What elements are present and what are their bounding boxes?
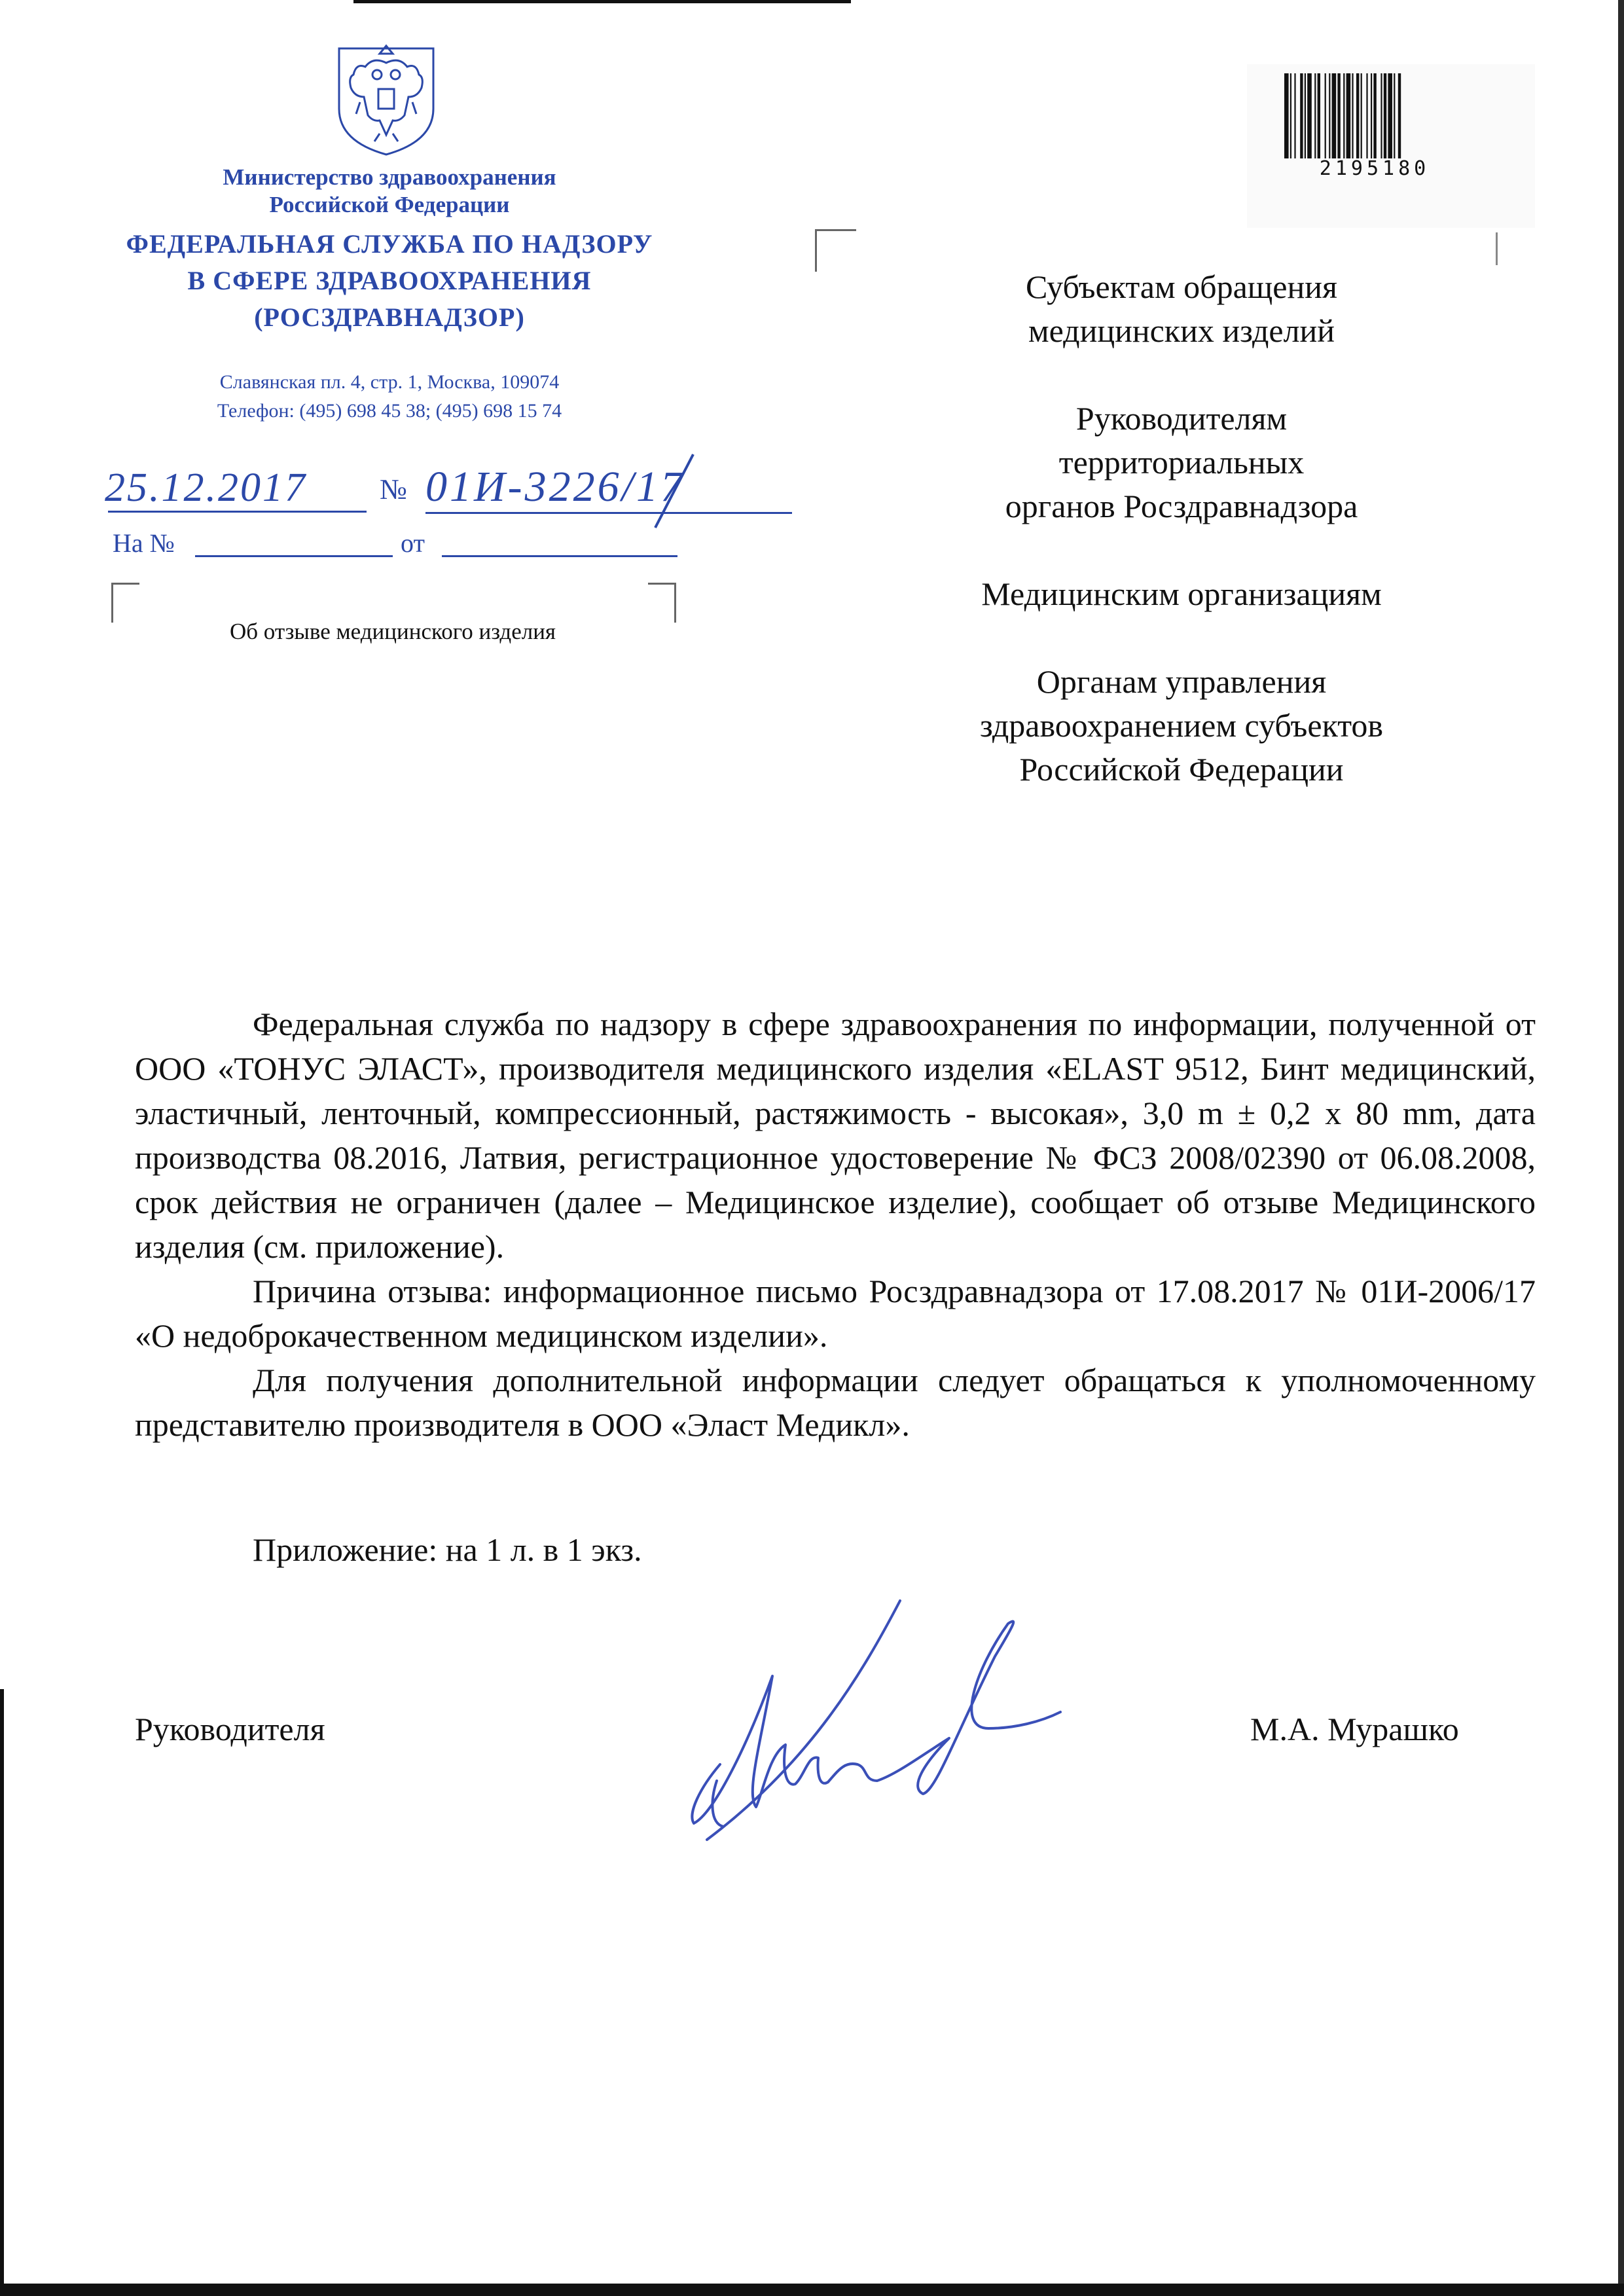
subject-corner-right: [648, 583, 676, 623]
subject-corner-left: [111, 583, 139, 623]
barcode-bar: [1329, 73, 1330, 158]
addressee-line: Российской Федерации: [1019, 751, 1344, 788]
contact-block: [111, 368, 668, 426]
addressee-line: органов Росздравнадзора: [1005, 488, 1358, 524]
ministry-line-2: Российской Федерации: [269, 192, 510, 217]
letter-subject: Об отзыве медицинского изделия: [229, 619, 556, 644]
addressee-corner-left: [815, 229, 856, 272]
attachment-note: Приложение: на 1 л. в 1 экз.: [253, 1531, 642, 1568]
registration-number-underline: [425, 512, 792, 514]
barcode-bar: [1307, 73, 1312, 158]
body-paragraph-1: Федеральная служба по надзору в сфере здравоохранения по информации, полученной от ООО «ТОНУС ЭЛАСТ», производителя медицинского изделия «ELAST 9512, Бинт медицинский, эластичный, ленточный, компрессионный, растяжимость - высокая», 3,0 m ± 0,2 x 80 mm, дата производства 08.2016, Латвия, регистрационное удостоверение № ФСЗ 2008/02390 от 06.08.2008, срок действия не ограничен (далее – Медицинское изделие), сообщает об отзыве Медицинского изделия (см. приложение).: [135, 1006, 1536, 1265]
addressee-line: Медицинским организациям: [981, 575, 1382, 612]
ministry-line-1: Министерство здравоохранения: [223, 164, 556, 190]
coat-of-arms-icon: [334, 37, 439, 158]
scan-edge-left: [0, 1689, 4, 2291]
barcode-bar: [1356, 73, 1359, 158]
registration-date: 25.12.2017: [105, 465, 307, 510]
reference-date-line: [442, 555, 677, 557]
service-line-3: (РОСЗДРАВНАДЗОР): [254, 302, 525, 332]
reference-number-label: На №: [113, 528, 175, 558]
barcode-bar: [1284, 73, 1289, 158]
barcode-bar: [1388, 73, 1392, 158]
barcode-bar: [1332, 73, 1337, 158]
barcode-bar: [1343, 73, 1344, 158]
handwritten-signature: [648, 1597, 1067, 1859]
addressee-group-2: [890, 397, 1473, 528]
scan-edge-right: [1618, 0, 1624, 2296]
barcode-bar: [1394, 73, 1395, 158]
scan-edge-bottom: [0, 2284, 1624, 2296]
service-line-1: ФЕДЕРАЛЬНАЯ СЛУЖБА ПО НАДЗОРУ: [126, 229, 653, 259]
letter-body: [135, 1002, 1536, 1447]
registration-date-underline: [108, 511, 367, 513]
barcode-bar: [1314, 73, 1316, 158]
barcode-bar: [1300, 73, 1303, 158]
addressee-list: [890, 265, 1473, 835]
barcode-bar: [1380, 73, 1382, 158]
ministry-name: [111, 164, 668, 219]
addressee-line: Руководителям: [1075, 400, 1288, 437]
service-line-2: В СФЕРЕ ЗДРАВООХРАНЕНИЯ: [187, 266, 592, 295]
addressee-line: здравоохранением субъектов: [979, 707, 1384, 744]
barcode-bar: [1290, 73, 1291, 158]
barcode-bar: [1337, 73, 1340, 158]
barcode-bar: [1371, 73, 1372, 158]
addressee-corner-right: [1496, 232, 1498, 265]
addressee-line: территориальных: [1058, 444, 1305, 481]
reference-number-line: [195, 555, 393, 557]
barcode-bar: [1352, 73, 1353, 158]
addressee-group-1: [890, 265, 1473, 353]
barcode-bar: [1366, 73, 1367, 158]
signer-title: Руководителя: [135, 1711, 325, 1747]
barcode-bar: [1361, 73, 1362, 158]
barcode-bar: [1398, 73, 1401, 158]
service-name: [79, 226, 700, 336]
scan-edge-top: [353, 0, 851, 3]
barcode-bar: [1346, 73, 1351, 158]
registration-number-label: №: [380, 473, 407, 505]
signer-name: М.А. Мурашко: [1250, 1711, 1459, 1747]
addressee-line: медицинских изделий: [1028, 312, 1335, 349]
barcode-bar: [1305, 73, 1306, 158]
barcode-number: 2195180: [1319, 157, 1430, 180]
body-paragraph-2: Причина отзыва: информационное письмо Росздравнадзора от 17.08.2017 № 01И-2006/17 «О недоброкачественном медицинском изделии».: [135, 1273, 1536, 1354]
barcode-bar: [1294, 73, 1295, 158]
reference-date-label: от: [401, 528, 425, 558]
addressee-group-3: [890, 572, 1473, 616]
barcode-bar: [1373, 73, 1376, 158]
barcode-bar: [1318, 73, 1320, 158]
registration-slash-mark: [651, 452, 697, 530]
barcode-bar: [1384, 73, 1386, 158]
phone-line: Телефон: (495) 698 45 38; (495) 698 15 74: [217, 400, 562, 422]
addressee-group-4: [890, 660, 1473, 792]
barcode-icon: [1284, 73, 1464, 158]
addressee-line: Органам управления: [1036, 663, 1327, 700]
registration-number: 01И-3226/17: [425, 463, 685, 511]
address-line: Славянская пл. 4, стр. 1, Москва, 109074: [219, 371, 560, 393]
body-paragraph-3: Для получения дополнительной информации следует обращаться к уполномоченному представителю производителя в ООО «Эласт Медикл».: [135, 1362, 1536, 1443]
barcode-bar: [1325, 73, 1326, 158]
addressee-line: Субъектам обращения: [1026, 268, 1337, 305]
